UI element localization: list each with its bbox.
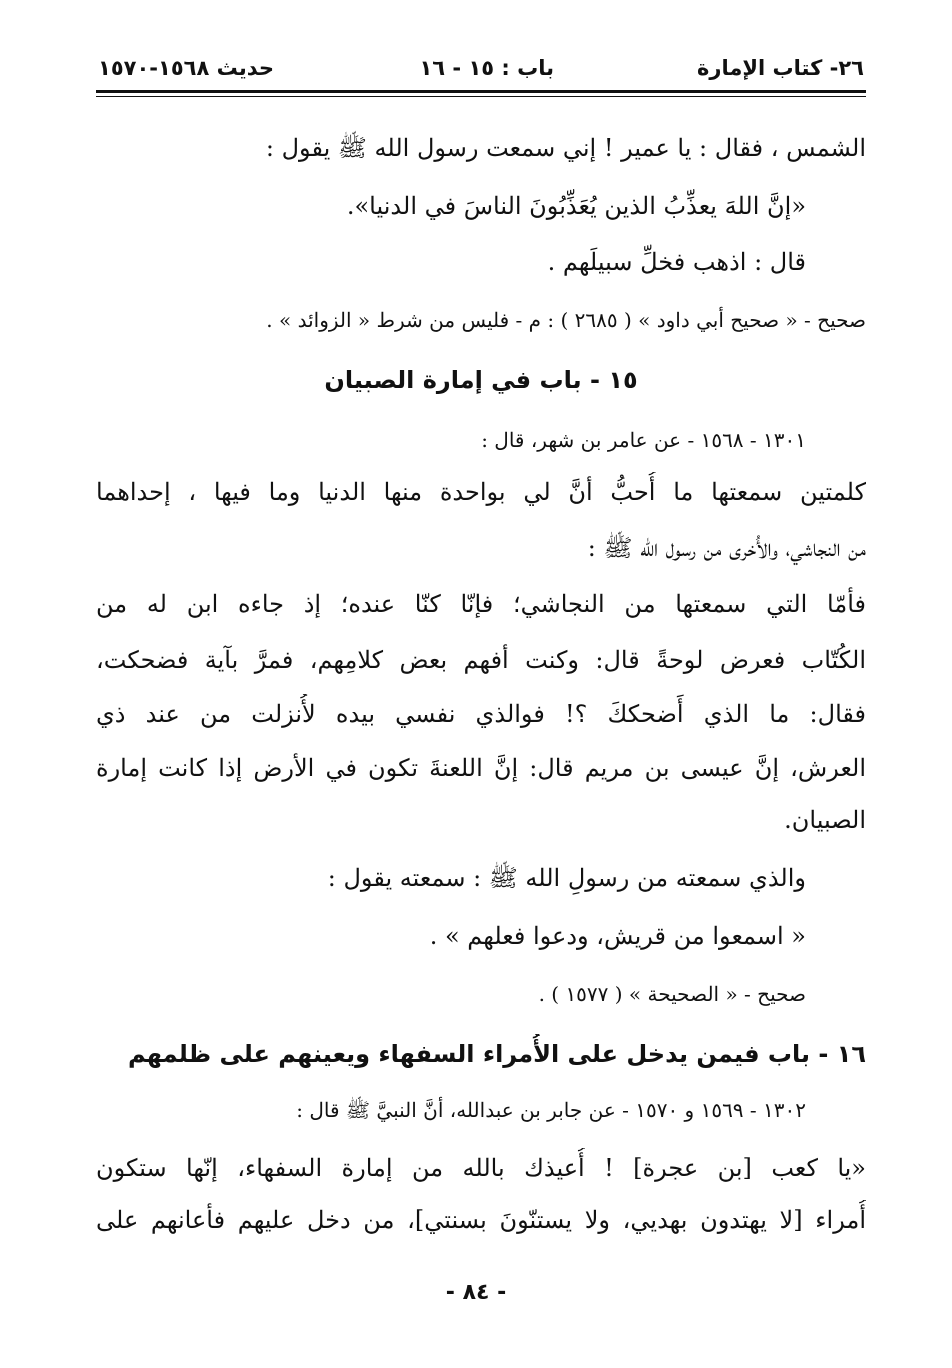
text-line: «إنَّ اللهَ يعذِّبُ الذين يُعَذِّبُونَ الناسَ في الدنيا». [346, 192, 806, 220]
text-line: « اسمعوا من قريش، ودعوا فعلهم » . [429, 922, 806, 950]
text-line: والذي سمعته من رسولِ الله ﷺ : سمعته يقول : [327, 864, 806, 892]
text-line: من النجاشي، والأُخرى من رسول الله ﷺ : [587, 534, 866, 562]
text-line: قال : اذهب فخلِّ سبيلَهم . [547, 248, 806, 276]
text-line: الكُتّاب فعرض لوحةً قال: وكنت أفهم بعض كلامِهم، فمرَّ بآية فضحكت، [96, 646, 866, 674]
text-line: كلمتين سمعتها ما أُحبُّ أنَّ لي بواحدة منها الدنيا وما فيها ، إحداهما [96, 478, 866, 506]
text-line: فأمّا التي سمعتها من النجاشي؛ فإنّا كنّا عنده؛ إذ جاءه ابن له من [96, 590, 866, 618]
running-head-hadith-range: حديث ١٥٦٨-١٥٧٠ [98, 56, 274, 80]
text-line: الصبيان. [784, 806, 866, 834]
chapter-title: ١٦ - باب فيمن يدخل على الأُمراء السفهاء ويعينهم على ظلمهم [127, 1040, 866, 1068]
hadith-number: ١٣٠٢ - ١٥٦٩ و ١٥٧٠ - عن جابر بن عبدالله، أنَّ النبيَّ ﷺ قال : [296, 1098, 806, 1122]
running-head-chapter: باب : ١٥ - ١٦ [419, 56, 554, 80]
grading-note: صحيح - « صحيح أبي داود » ( ٢٦٨٥ ) : م - فليس من شرط « الزوائد » . [266, 308, 866, 332]
header-rule-thick [96, 90, 866, 93]
grading-note: صحيح - « الصحيحة » ( ١٥٧٧ ) . [538, 982, 806, 1006]
text-line: «يا كعب [بن عجرة] ! أُعيذك بالله من إمارة السفهاء، إنّها ستكون [96, 1154, 866, 1182]
text-line: أُمراء [لا يهتدون بهديي، ولا يستنّونَ بسنتي]، من دخل عليهم فأعانهم على [96, 1206, 866, 1234]
text-line: فقال: ما الذي أَضحككَ ؟! فوالذي نفسي بيده لأُنزلت من عند ذي [96, 700, 866, 728]
running-head [98, 50, 864, 90]
hadith-number: ١٣٠١ - ١٥٦٨ - عن عامر بن شهر، قال : [481, 428, 806, 452]
running-head-book: ٢٦- كتاب الإمارة [697, 56, 864, 80]
chapter-title: ١٥ - باب في إمارة الصبيان [324, 366, 638, 394]
text-line: الشمس ، فقال : يا عمير ! إني سمعت رسول الله ﷺ يقول : [265, 134, 866, 162]
page-number: - ٨٤ - [445, 1280, 507, 1305]
text-line: العرش، إنَّ عيسى بن مريم قال: إنَّ اللعنةَ تكون في الأرض إذا كانت إمارة [96, 754, 866, 782]
header-rule-thin [96, 96, 866, 97]
